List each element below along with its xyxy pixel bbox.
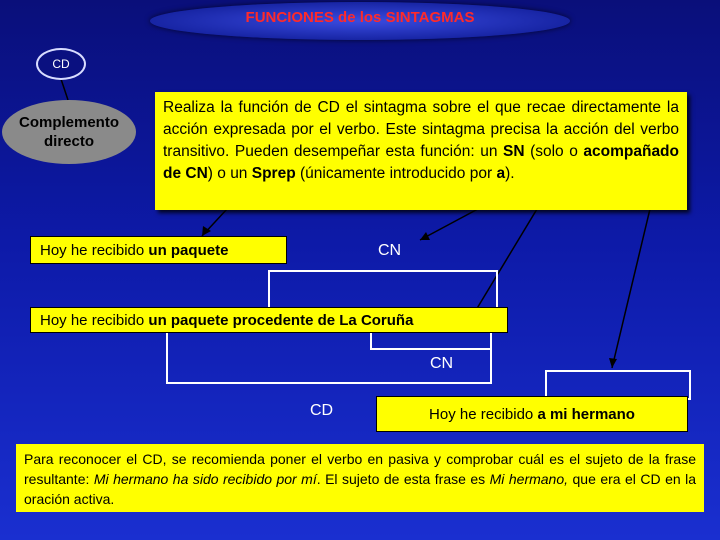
concept-line-1: Complemento [18, 114, 119, 131]
example-2 [30, 307, 508, 333]
note-box [16, 444, 704, 512]
arrow-sprep-line [612, 188, 655, 368]
definition-text-4: (únicamente introducido por [295, 165, 497, 182]
label-cd: CD [310, 402, 334, 419]
concept-oval [2, 100, 136, 164]
definition-sprep: Sprep [251, 165, 296, 182]
note-italic-1: Mi hermano ha sido recibido por mí [93, 471, 317, 487]
example-3-plain: Hoy he recibido [429, 405, 538, 423]
definition-text-3: ) o un [207, 165, 252, 182]
note-text-2: . El sujeto de esta frase es [316, 471, 490, 487]
label-cn-1: CN [378, 242, 402, 259]
example-1-plain: Hoy he recibido [40, 241, 149, 259]
slide-title: FUNCIONES de los SINTAGMAS [245, 8, 475, 26]
example-1-bold: un paquete [148, 241, 229, 259]
label-cn-2: CN [430, 355, 454, 372]
definition-text-5: ). [505, 165, 515, 182]
cd-badge-label: CD [52, 57, 70, 71]
note-text-3: que era el CD en la oración activa. [24, 471, 696, 507]
example-2-bold: un paquete procedente de La Coruña [148, 311, 414, 329]
definition-box [155, 92, 687, 210]
definition-sn: SN [503, 143, 525, 160]
cd-badge [36, 48, 86, 80]
definition-text-1: Realiza la función de CD el sintagma sobre el que recae directamente la acción expresada por el verbo. Este sintagma precisa la acción del verbo transitivo. Pueden desempeñar esta función: un [163, 99, 679, 160]
example-1 [30, 236, 287, 264]
example-3-bold: a mi hermano [537, 405, 635, 423]
example-3 [376, 396, 688, 432]
definition-a: a [496, 165, 506, 182]
definition-text-2: (solo o [524, 143, 584, 160]
concept-line-2: directo [43, 133, 94, 150]
example-2-plain: Hoy he recibido [40, 311, 149, 329]
definition-acompanado: acompañado de CN [163, 143, 679, 182]
note-italic-2: Mi hermano, [489, 471, 569, 487]
note-text-1: Para reconocer el CD, se recomienda poner el verbo en pasiva y comprobar cuál es el sujeto de la frase resultante: [24, 451, 696, 487]
outline-box-1 [268, 270, 498, 310]
